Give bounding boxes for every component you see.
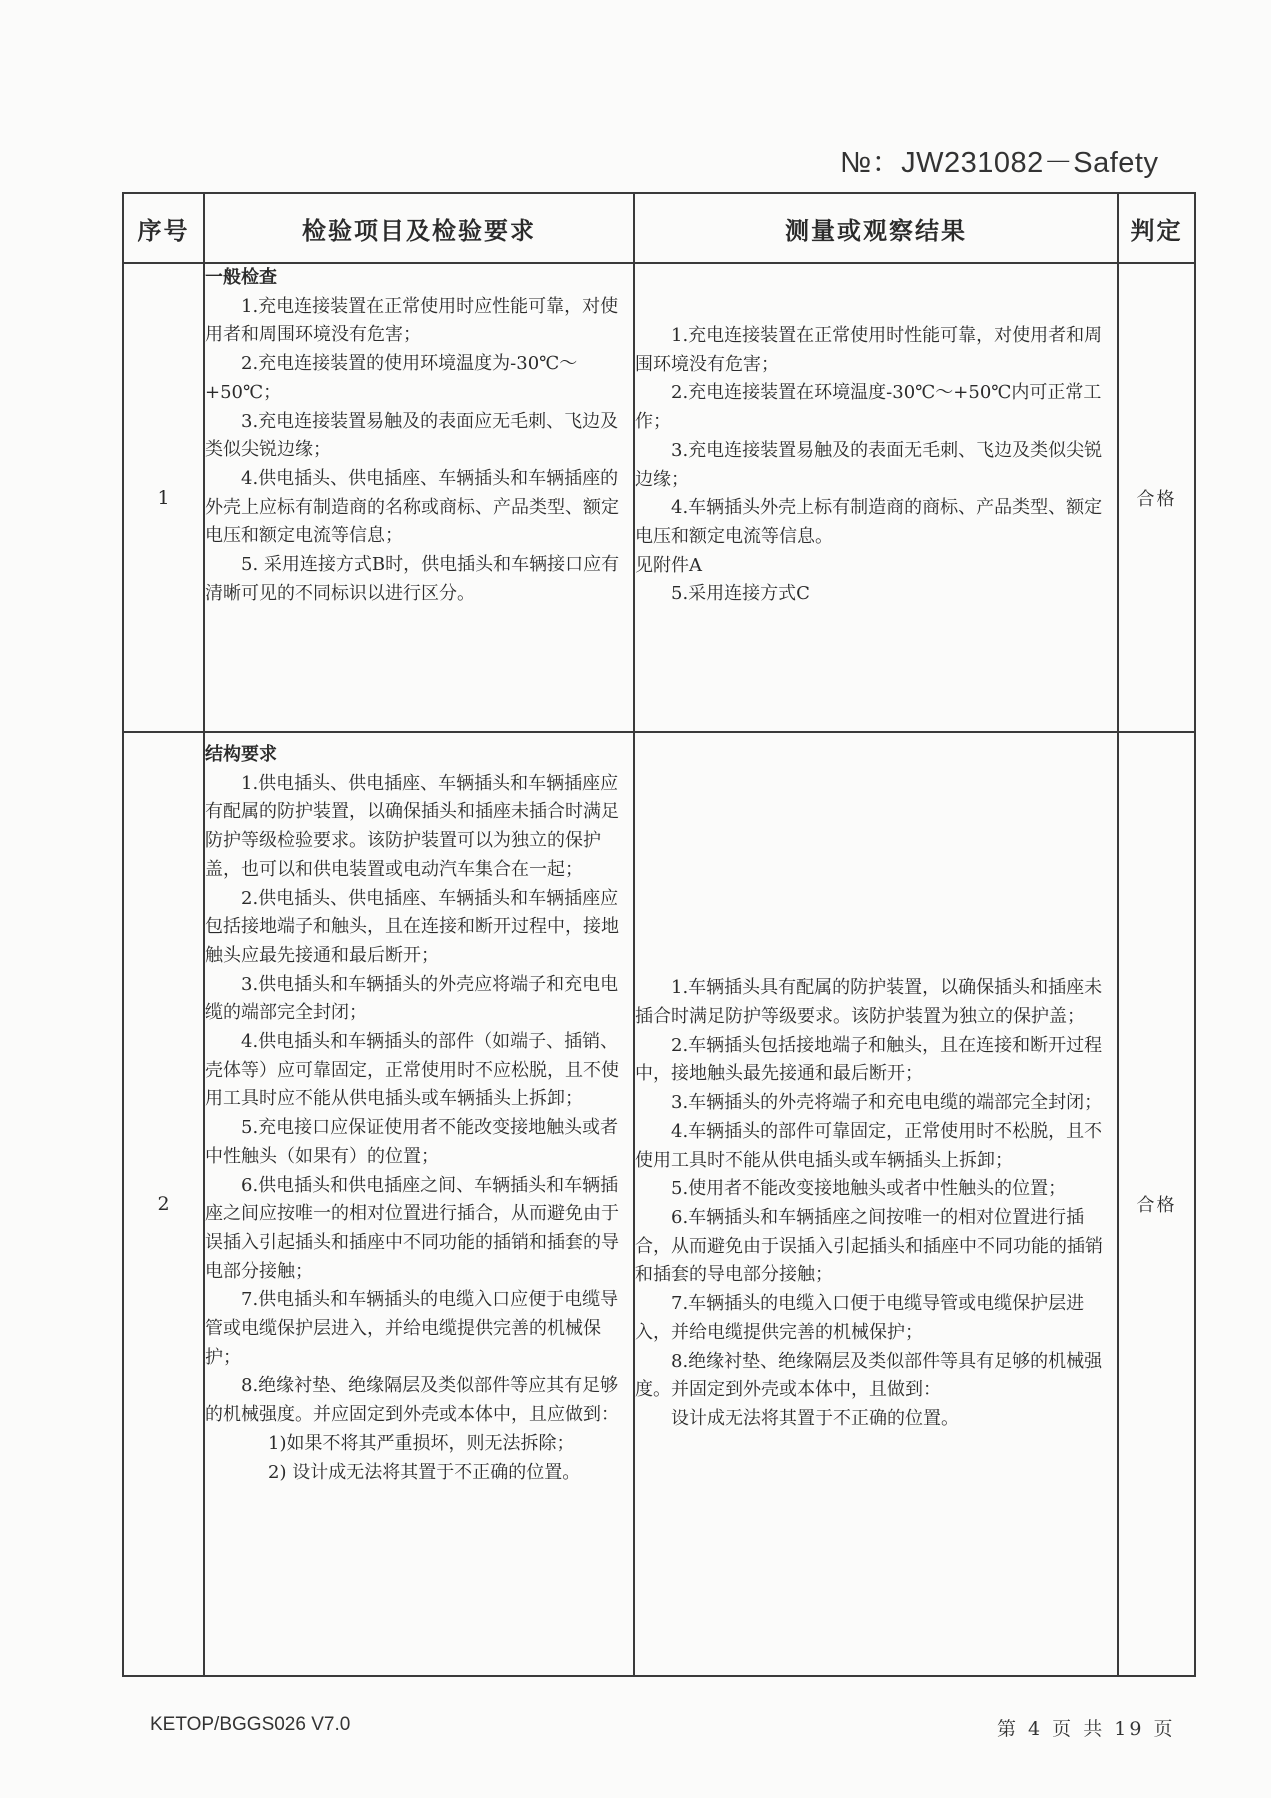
requirement-item: 5.充电接口应保证使用者不能改变接地触头或者中性触头（如果有）的位置； bbox=[205, 1117, 619, 1167]
header-verdict: 判定 bbox=[1118, 193, 1195, 263]
requirement-item: 3.充电连接装置易触及的表面应无毛刺、飞边及类似尖锐边缘； bbox=[205, 410, 619, 461]
requirement-subitem: 2) 设计成无法将其置于不正确的位置。 bbox=[268, 1461, 581, 1483]
requirement-item: 4.供电插头、供电插座、车辆插头和车辆插座的外壳上应标有制造商的名称或商标、产品类型、额定电压和额定电流等信息； bbox=[205, 467, 619, 547]
result-cell bbox=[634, 732, 1118, 1676]
section-title: 一般检查 bbox=[205, 267, 277, 288]
requirement-item: 4.供电插头和车辆插头的部件（如端子、插销、壳体等）应可靠固定，正常使用时不应松脱，且不使用工具时应不能从供电插头或车辆插头上拆卸； bbox=[205, 1031, 619, 1110]
requirement-item: 1.充电连接装置在正常使用时应性能可靠，对使用者和周围环境没有危害； bbox=[205, 295, 619, 346]
requirement-item: 2.供电插头、供电插座、车辆插头和车辆插座应包括接地端子和触头，且在连接和断开过程中，接地触头应最先接通和最后断开； bbox=[205, 887, 619, 966]
result-item: 3.充电连接装置易触及的表面无毛刺、飞边及类似尖锐边缘； bbox=[635, 439, 1103, 490]
result-note: 见附件A bbox=[635, 554, 702, 576]
requirement-cell bbox=[204, 263, 634, 732]
section-title: 结构要求 bbox=[205, 744, 277, 765]
table-row bbox=[123, 263, 1195, 732]
requirement-item: 2.充电连接装置的使用环境温度为-30℃～+50℃； bbox=[205, 353, 578, 403]
requirement-item: 6.供电插头和供电插座之间、车辆插头和车辆插座之间应按唯一的相对位置进行插合，从而避免由于误插入引起插头和插座中不同功能的插销和插套的导电部分接触； bbox=[205, 1174, 619, 1282]
result-item: 1.车辆插头具有配属的防护装置，以确保插头和插座未插合时满足防护等级要求。该防护装置为独立的保护盖； bbox=[635, 977, 1103, 1028]
result-item: 4.车辆插头外壳上标有制造商的商标、产品类型、额定电压和额定电流等信息。 bbox=[635, 497, 1103, 547]
result-item: 7.车辆插头的电缆入口便于电缆导管或电缆保护层进入，并给电缆提供完善的机械保护； bbox=[635, 1293, 1085, 1343]
report-number: №：JW231082－Safety bbox=[840, 147, 1159, 179]
result-item: 设计成无法将其置于不正确的位置。 bbox=[671, 1407, 959, 1429]
requirement-item: 5. 采用连接方式B时，供电插头和车辆接口应有清晰可见的不同标识以进行区分。 bbox=[205, 554, 620, 604]
result-item: 8.绝缘衬垫、绝缘隔层及类似部件等具有足够的机械强度。并固定到外壳或本体中，且做到： bbox=[635, 1350, 1103, 1401]
result-item: 4.车辆插头的部件可靠固定，正常使用时不松脱，且不使用工具时不能从供电插头或车辆插头上拆卸； bbox=[635, 1120, 1103, 1171]
header-index: 序号 bbox=[123, 193, 204, 263]
table-row bbox=[123, 732, 1195, 1676]
requirement-item: 7.供电插头和车辆插头的电缆入口应便于电缆导管或电缆保护层进入，并给电缆提供完善的机械保护； bbox=[205, 1289, 619, 1368]
header-requirement: 检验项目及检验要求 bbox=[204, 193, 634, 263]
table-header-row bbox=[123, 193, 1195, 263]
doc-code: KETOP/BGGS026 V7.0 bbox=[150, 1714, 351, 1735]
result-item: 1.充电连接装置在正常使用时性能可靠，对使用者和周围环境没有危害； bbox=[635, 325, 1103, 375]
requirement-cell bbox=[204, 732, 634, 1676]
page-info: 第 4 页 共 19 页 bbox=[997, 1718, 1176, 1740]
result-item: 5.使用者不能改变接地触头或者中性触头的位置； bbox=[671, 1178, 1067, 1200]
verdict-cell: 合格 bbox=[1118, 732, 1195, 1676]
requirement-item: 3.供电插头和车辆插头的外壳应将端子和充电电缆的端部完全封闭； bbox=[205, 973, 619, 1024]
verdict-cell: 合格 bbox=[1118, 263, 1195, 732]
result-item: 6.车辆插头和车辆插座之间按唯一的相对位置进行插合，从而避免由于误插入引起插头和插座中不同功能的插销和插套的导电部分接触； bbox=[635, 1207, 1103, 1286]
requirement-subitem: 1)如果不将其严重损坏，则无法拆除； bbox=[268, 1432, 575, 1454]
result-cell bbox=[634, 263, 1118, 732]
inspection-table bbox=[122, 192, 1196, 1677]
result-item: 2.车辆插头包括接地端子和触头，且在连接和断开过程中，接地触头最先接通和最后断开； bbox=[635, 1034, 1103, 1085]
result-item: 2.充电连接装置在环境温度-30℃～+50℃内可正常工作； bbox=[635, 382, 1102, 433]
header-result: 测量或观察结果 bbox=[634, 193, 1118, 263]
row-index: 1 bbox=[123, 263, 204, 732]
result-item: 5.采用连接方式C bbox=[671, 583, 810, 605]
row-index: 2 bbox=[123, 732, 204, 1676]
result-item: 3.车辆插头的外壳将端子和充电电缆的端部完全封闭； bbox=[671, 1092, 1103, 1114]
requirement-item: 8.绝缘衬垫、绝缘隔层及类似部件等应其有足够的机械强度。并应固定到外壳或本体中，且应做到： bbox=[205, 1375, 619, 1426]
requirement-item: 1.供电插头、供电插座、车辆插头和车辆插座应有配属的防护装置，以确保插头和插座未插合时满足防护等级检验要求。该防护装置可以为独立的保护盖，也可以和供电装置或电动汽车集合在一起； bbox=[205, 772, 619, 880]
